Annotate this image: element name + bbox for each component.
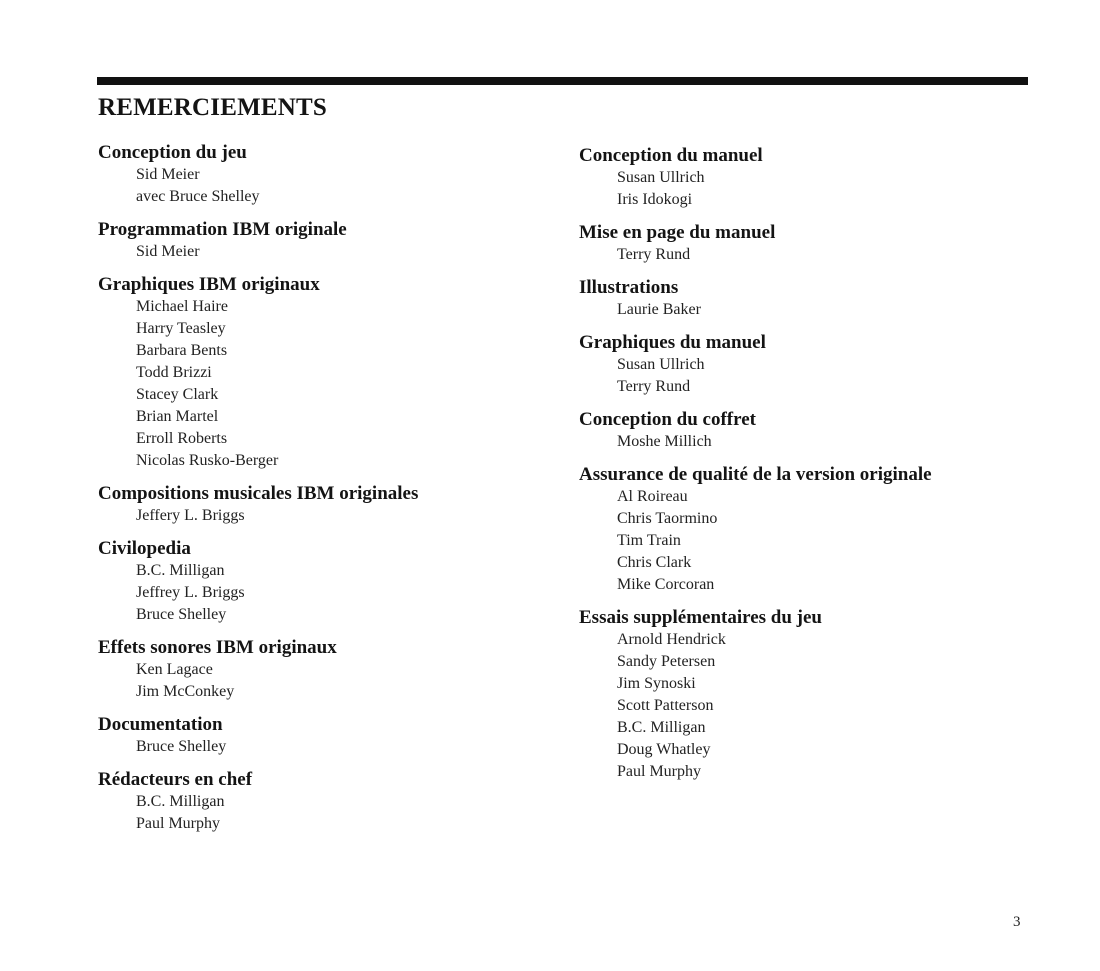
section-heading: Conception du coffret (579, 409, 756, 430)
credit-section (98, 769, 578, 835)
name-list (579, 167, 1059, 211)
name-list (579, 629, 1059, 783)
credit-section (98, 142, 578, 208)
credit-section (579, 607, 1059, 783)
credit-name: Stacey Clark (136, 386, 219, 403)
credit-section (579, 145, 1059, 211)
name-list (98, 659, 578, 703)
name-list (579, 431, 1059, 453)
credit-name: Terry Rund (617, 246, 691, 263)
credit-name: Jeffery L. Briggs (136, 507, 245, 524)
section-heading: Conception du jeu (98, 142, 247, 163)
name-list (579, 244, 1059, 266)
credit-name: Paul Murphy (136, 815, 220, 832)
credit-name: Chris Clark (617, 554, 692, 571)
credit-name: Jim McConkey (136, 683, 235, 700)
section-heading: Compositions musicales IBM originales (98, 483, 419, 504)
credit-name: Michael Haire (136, 298, 228, 315)
section-heading: Illustrations (579, 277, 679, 298)
section-heading: Civilopedia (98, 538, 191, 559)
credit-name: Brian Martel (136, 408, 219, 425)
credit-name: Barbara Bents (136, 342, 228, 359)
credit-section (98, 274, 578, 472)
name-list (98, 505, 578, 527)
credit-name: Moshe Millich (617, 433, 712, 450)
credit-section (98, 538, 578, 626)
credit-name: Doug Whatley (617, 741, 711, 758)
credit-name: Laurie Baker (617, 301, 701, 318)
section-heading: Conception du manuel (579, 145, 763, 166)
section-heading: Effets sonores IBM originaux (98, 637, 337, 658)
credit-name: Erroll Roberts (136, 430, 228, 447)
credit-name: B.C. Milligan (617, 719, 706, 736)
name-list (98, 791, 578, 835)
page-number: 3 (1013, 914, 1021, 930)
name-list (98, 736, 578, 758)
credit-name: Susan Ullrich (617, 169, 705, 186)
credit-name: Harry Teasley (136, 320, 226, 337)
credit-section (579, 222, 1059, 266)
credit-section (98, 219, 578, 263)
credit-section (98, 637, 578, 703)
section-heading: Graphiques du manuel (579, 332, 766, 353)
credit-name: Ken Lagace (136, 661, 213, 678)
section-heading: Programmation IBM originale (98, 219, 347, 240)
credit-section (579, 464, 1059, 596)
credit-name: Mike Corcoran (617, 576, 715, 593)
page-title: REMERCIEMENTS (98, 94, 328, 121)
credit-name: Tim Train (617, 532, 681, 549)
name-list (579, 354, 1059, 398)
credit-name: Jim Synoski (617, 675, 696, 692)
section-heading: Assurance de qualité de la version originale (579, 464, 932, 485)
credits-column-left (98, 142, 578, 835)
name-list (579, 486, 1059, 596)
name-list (98, 241, 578, 263)
section-heading: Rédacteurs en chef (98, 769, 253, 790)
credit-name: Sid Meier (136, 243, 200, 260)
section-heading: Essais supplémentaires du jeu (579, 607, 823, 628)
credit-section (579, 409, 1059, 453)
credit-name: Susan Ullrich (617, 356, 705, 373)
credit-name: Scott Patterson (617, 697, 714, 714)
credit-name: Terry Rund (617, 378, 691, 395)
credit-name: Al Roireau (617, 488, 688, 505)
credit-name: B.C. Milligan (136, 793, 225, 810)
credit-section (98, 483, 578, 527)
credit-name: Todd Brizzi (136, 364, 212, 381)
name-list (98, 164, 578, 208)
credit-name: Paul Murphy (617, 763, 701, 780)
section-heading: Graphiques IBM originaux (98, 274, 320, 295)
credit-name: Bruce Shelley (136, 738, 227, 755)
credit-name: Sandy Petersen (617, 653, 716, 670)
credit-name: avec Bruce Shelley (136, 188, 260, 205)
section-heading: Documentation (98, 714, 223, 735)
credit-section (98, 714, 578, 758)
credit-name: Chris Taormino (617, 510, 718, 527)
header-rule (97, 77, 1028, 85)
credit-name: Nicolas Rusko-Berger (136, 452, 279, 469)
name-list (98, 296, 578, 472)
credit-name: B.C. Milligan (136, 562, 225, 579)
credit-name: Arnold Hendrick (617, 631, 726, 648)
credit-name: Iris Idokogi (617, 191, 693, 208)
credit-name: Sid Meier (136, 166, 200, 183)
name-list (98, 560, 578, 626)
credits-column-right (579, 145, 1059, 783)
name-list (579, 299, 1059, 321)
section-heading: Mise en page du manuel (579, 222, 776, 243)
credit-section (579, 332, 1059, 398)
credit-section (579, 277, 1059, 321)
credit-name: Jeffrey L. Briggs (136, 584, 245, 601)
credit-name: Bruce Shelley (136, 606, 227, 623)
